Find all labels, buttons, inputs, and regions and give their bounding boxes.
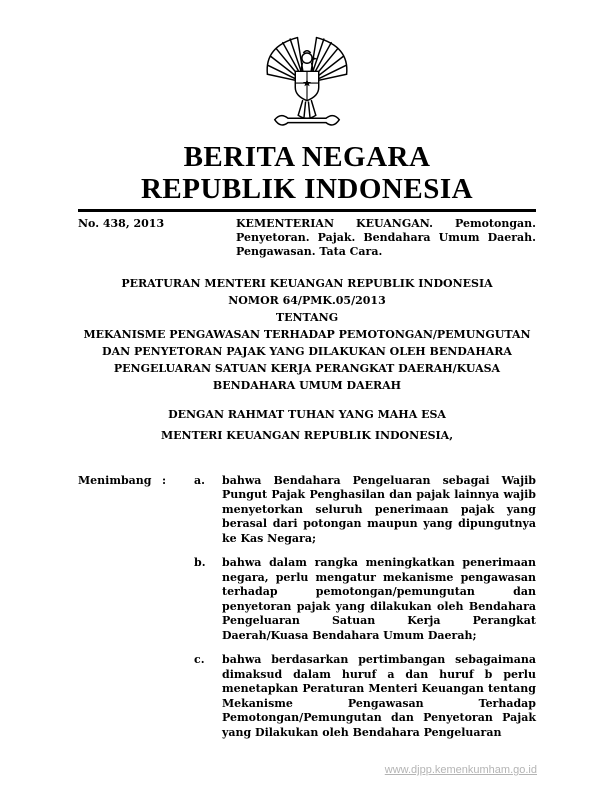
footer-url-link[interactable]: www.djpp.kemenkumham.go.id bbox=[384, 764, 537, 776]
spacer-cell bbox=[162, 653, 194, 750]
issue-row bbox=[78, 217, 536, 259]
spacer-cell bbox=[78, 556, 162, 653]
masthead-rule bbox=[78, 209, 536, 212]
menimbang-colon: : bbox=[162, 473, 167, 487]
spacer-cell bbox=[78, 653, 162, 750]
consideration-text: bahwa Bendahara Pengeluaran sebagai Wajib Pungut Pajak Penghasilan dan pajak lainnya wajib menyetorkan seluruh penerimaan pajak yang berasal dari potongan maupun yang dipungutnya ke Kas Negara; bbox=[222, 473, 536, 545]
garuda-pancasila-emblem bbox=[263, 36, 351, 133]
regulation-headings bbox=[78, 275, 536, 444]
consideration-text: bahwa berdasarkan pertimbangan sebagaimana dimaksud dalam huruf a dan huruf b perlu menetapkan Peraturan Menteri Keuangan tentang Mekanisme Pengawasan Terhadap Pemotongan/Pemungutan dan Penyetoran Pajak yang Dilakukan oleh Bendahara Pengeluaran bbox=[222, 653, 536, 739]
regulation-number: NOMOR 64/PMK.05/2013 bbox=[228, 293, 386, 307]
grace-line: DENGAN RAHMAT TUHAN YANG MAHA ESA bbox=[168, 407, 446, 421]
consideration-text: bahwa dalam rangka meningkatkan penerimaan negara, perlu mengatur mekanisme pengawasan terhadap pemotongan/pemungutan dan penyetoran pajak yang dilakukan oleh Bendahara Pengeluaran Satuan Kerja Perangkat Daerah/Kuasa Bendahara Umum Daerah; bbox=[222, 556, 536, 642]
issue-number: No. 438, 2013 bbox=[78, 216, 165, 230]
minister-line: MENTERI KEUANGAN REPUBLIK INDONESIA, bbox=[160, 428, 454, 442]
regulation-heading: PERATURAN MENTERI KEUANGAN REPUBLIK INDONESIA bbox=[121, 276, 493, 290]
considerations-section bbox=[78, 474, 536, 751]
masthead-title-line1: BERITA NEGARA bbox=[183, 141, 431, 173]
regulation-title: MEKANISME PENGAWASAN TERHADAP PEMOTONGAN/PEMUNGUTAN DAN PENYETORAN PAJAK YANG DILAKUKAN OLEH BENDAHARA PENGELUARAN SATUAN KERJA PERANGKAT DAERAH/KUASA BENDAHARA UMUM DAERAH bbox=[83, 327, 531, 392]
menimbang-label: Menimbang bbox=[78, 473, 152, 487]
consideration-letter: b. bbox=[194, 556, 206, 569]
garuda-emblem-icon bbox=[263, 36, 351, 133]
subject-keywords: KEMENTERIAN KEUANGAN. Pemotongan. Penyetoran. Pajak. Bendahara Umum Daerah. Pengawasan. Tata Cara. bbox=[236, 216, 536, 258]
regulation-about-label: TENTANG bbox=[275, 310, 339, 324]
page-content bbox=[78, 0, 536, 750]
masthead bbox=[78, 141, 536, 205]
consideration-letter: a. bbox=[194, 473, 205, 487]
spacer-cell bbox=[162, 556, 194, 653]
masthead-title-line2: REPUBLIK INDONESIA bbox=[140, 173, 474, 205]
consideration-letter: c. bbox=[194, 653, 205, 666]
